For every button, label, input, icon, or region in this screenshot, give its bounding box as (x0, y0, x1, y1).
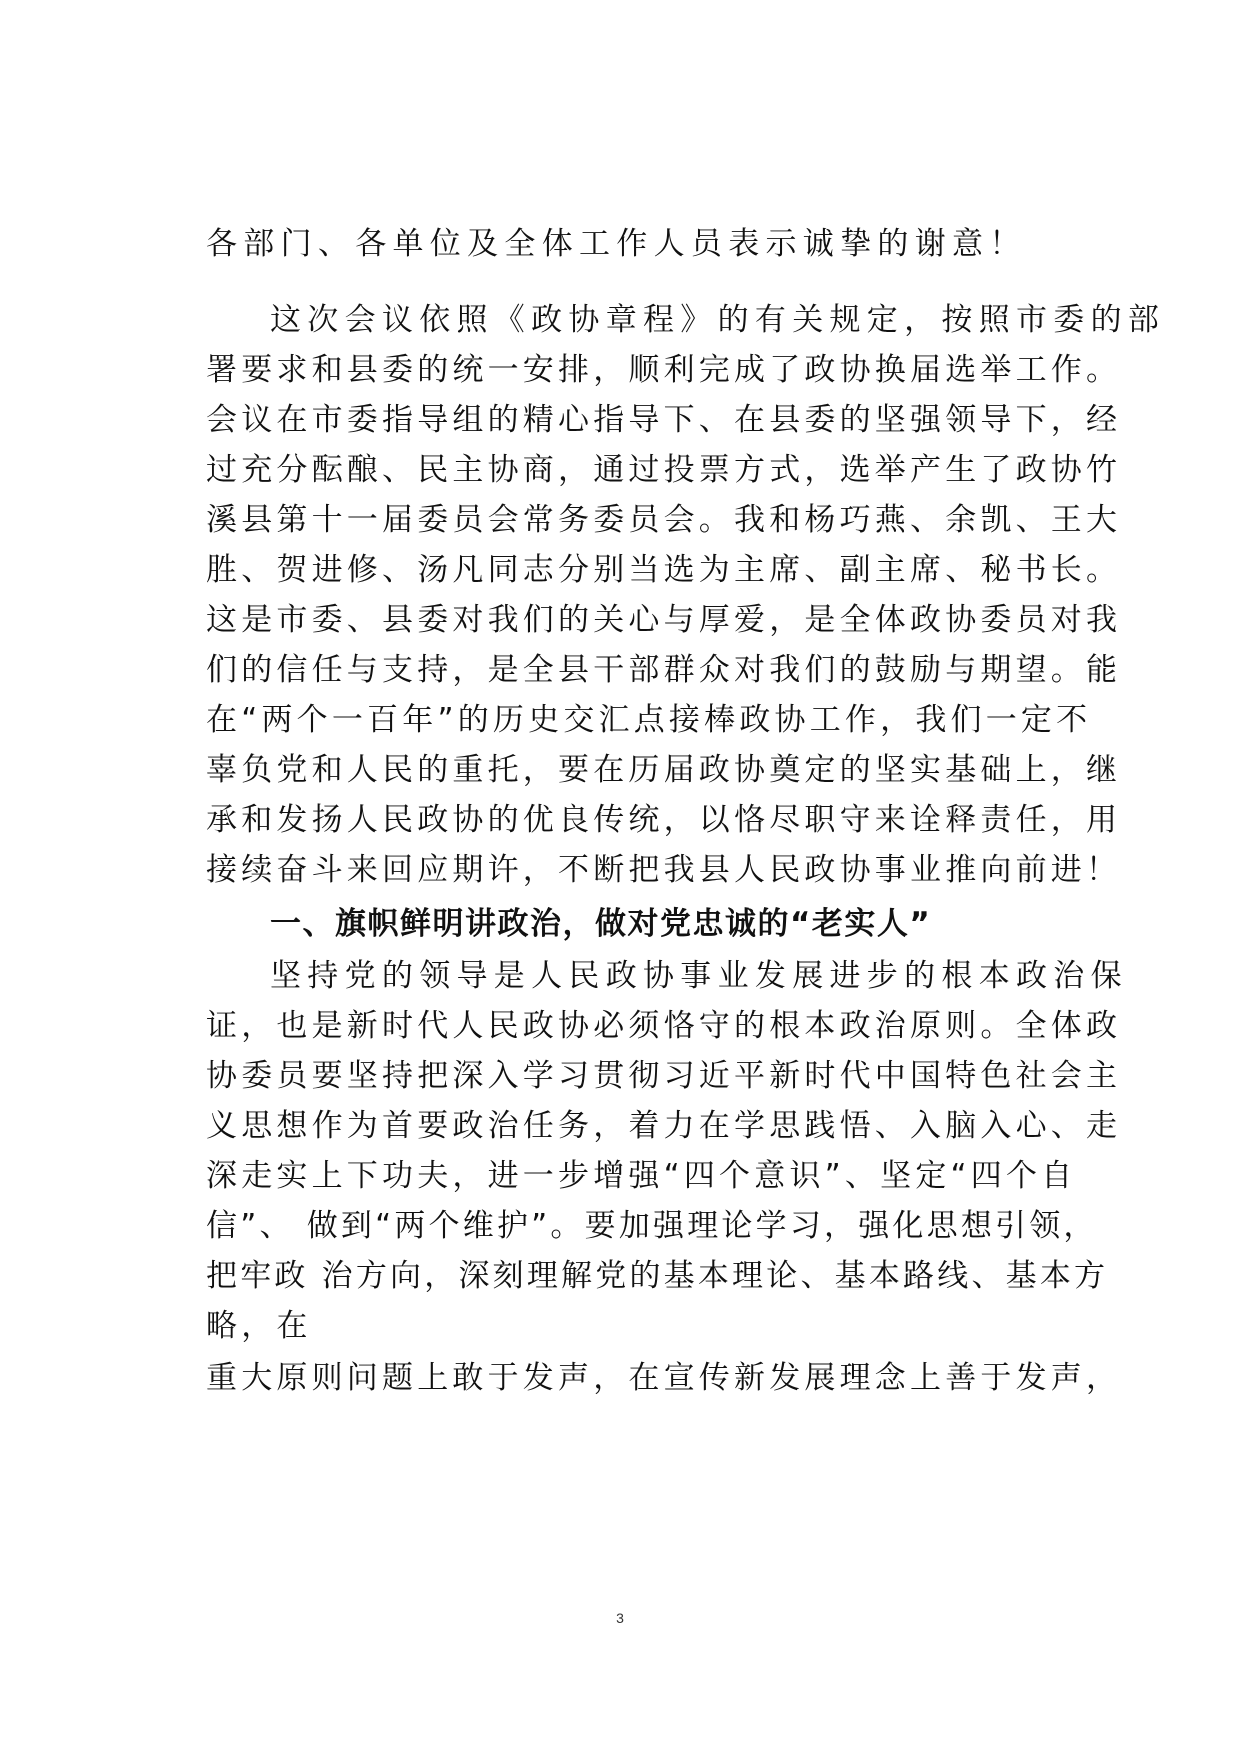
text-line-20: 把牢政 治方向，深刻理解党的基本理论、基本路线、基本方 (206, 1258, 1109, 1294)
text-line-18: 深走实上下功夫，进一步增强“四个意识”、坚定“四个自 (206, 1158, 1077, 1194)
text-line-21: 略，在 (206, 1308, 312, 1344)
text-line-9: 们的信任与支持，是全县干部群众对我们的鼓励与期望。能 (206, 652, 1122, 688)
text-line-2: 这次会议依照《政协章程》的有关规定，按照市委的部 (270, 302, 1166, 338)
text-line-15: 证，也是新时代人民政协必须恪守的根本政治原则。全体政 (206, 1008, 1122, 1044)
text-line-11: 辜负党和人民的重托，要在历届政协奠定的坚实基础上，继 (206, 752, 1122, 788)
text-line-6: 溪县第十一届委员会常务委员会。我和杨巧燕、余凯、王大 (206, 502, 1122, 538)
text-line-17: 义思想作为首要政治任务，着力在学思践悟、入脑入心、走 (206, 1108, 1122, 1144)
text-line-7: 胜、贺进修、汤凡同志分别当选为主席、副主席、秘书长。 (206, 552, 1122, 588)
text-line-19: 信”、 做到“两个维护”。要加强理论学习，强化思想引领， (206, 1208, 1098, 1244)
page-number: 3 (616, 1610, 624, 1626)
text-line-16: 协委员要坚持把深入学习贯彻习近平新时代中国特色社会主 (206, 1058, 1122, 1094)
section-heading: 一、旗帜鲜明讲政治，做对党忠诚的“老实人” (270, 906, 932, 942)
text-line-8: 这是市委、县委对我们的关心与厚爱，是全体政协委员对我 (206, 602, 1122, 638)
text-line-13: 接续奋斗来回应期许，不断把我县人民政协事业推向前进！ (206, 852, 1122, 888)
text-line-3: 署要求和县委的统一安排，顺利完成了政协换届选举工作。 (206, 352, 1122, 388)
text-line-1: 各部门、各单位及全体工作人员表示诚挚的谢意！ (206, 226, 1027, 262)
text-line-4: 会议在市委指导组的精心指导下、在县委的坚强领导下，经 (206, 402, 1122, 438)
text-line-22: 重大原则问题上敢于发声，在宣传新发展理念上善于发声， (206, 1360, 1122, 1396)
text-line-5: 过充分酝酿、民主协商，通过投票方式，选举产生了政协竹 (206, 452, 1122, 488)
text-line-10: 在“两个一百年”的历史交汇点接棒政协工作，我们一定不 (206, 702, 1092, 738)
text-line-12: 承和发扬人民政协的优良传统，以恪尽职守来诠释责任，用 (206, 802, 1122, 838)
text-line-14: 坚持党的领导是人民政协事业发展进步的根本政治保 (270, 958, 1128, 994)
